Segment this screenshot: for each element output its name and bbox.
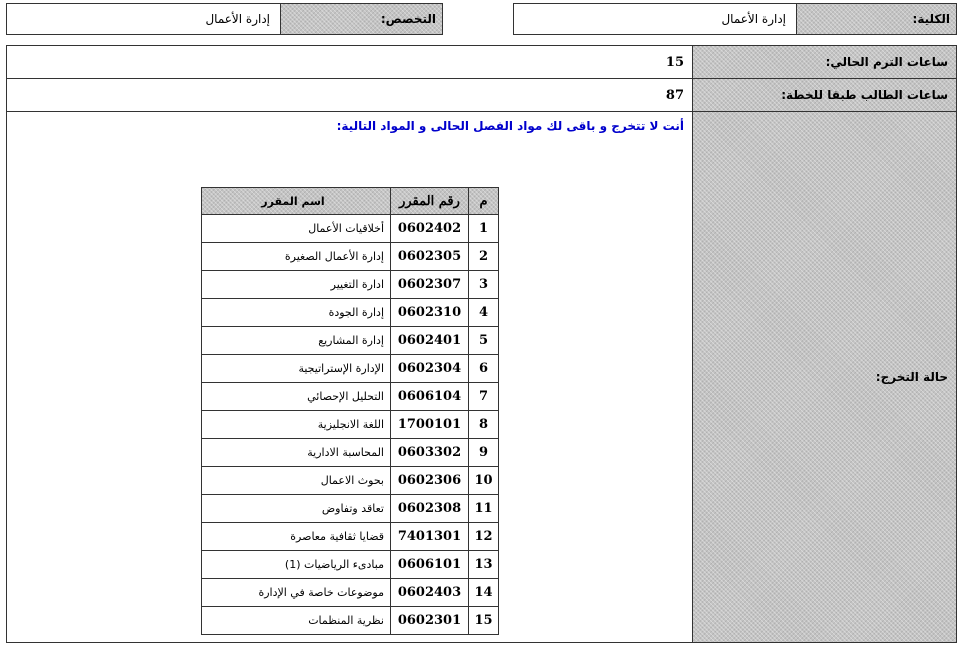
course-code: 0602308 <box>391 495 469 523</box>
table-row <box>202 495 499 523</box>
plan-hours-value: 87 <box>665 87 684 103</box>
table-row <box>202 411 499 439</box>
table-row <box>202 215 499 243</box>
course-name: التحليل الإحصائي <box>202 383 391 411</box>
course-number: 8 <box>469 411 499 439</box>
course-name: بحوث الاعمال <box>202 467 391 495</box>
course-name: تعاقد وتفاوض <box>202 495 391 523</box>
course-code: 0602401 <box>391 327 469 355</box>
col-header-code: رقم المقرر <box>391 188 469 215</box>
faculty-value: إدارة الأعمال <box>514 4 796 34</box>
major-label: التخصص: <box>280 4 442 34</box>
course-number: 9 <box>469 439 499 467</box>
course-number: 10 <box>469 467 499 495</box>
current-hours-value: 15 <box>665 54 684 70</box>
course-code: 0606104 <box>391 383 469 411</box>
course-number: 7 <box>469 383 499 411</box>
course-name: اللغة الانجليزية <box>202 411 391 439</box>
course-name: ادارة التغيير <box>202 271 391 299</box>
table-row <box>202 355 499 383</box>
table-row <box>202 579 499 607</box>
course-code: 0602304 <box>391 355 469 383</box>
col-header-name: اسم المقرر <box>202 188 391 215</box>
table-row <box>202 383 499 411</box>
course-number: 3 <box>469 271 499 299</box>
courses-header-row <box>202 188 499 215</box>
course-number: 13 <box>469 551 499 579</box>
course-number: 15 <box>469 607 499 635</box>
table-row <box>202 607 499 635</box>
table-row <box>202 467 499 495</box>
course-name: إدارة الأعمال الصغيرة <box>202 243 391 271</box>
current-hours-label: ساعات الترم الحالي: <box>692 46 956 78</box>
table-row <box>202 439 499 467</box>
table-row <box>202 243 499 271</box>
course-number: 11 <box>469 495 499 523</box>
course-code: 7401301 <box>391 523 469 551</box>
course-code: 1700101 <box>391 411 469 439</box>
course-code: 0602306 <box>391 467 469 495</box>
course-number: 1 <box>469 215 499 243</box>
course-name: نظرية المنظمات <box>202 607 391 635</box>
faculty-label: الكلية: <box>796 4 956 34</box>
table-row <box>202 299 499 327</box>
course-number: 4 <box>469 299 499 327</box>
course-code: 0602310 <box>391 299 469 327</box>
table-row <box>202 523 499 551</box>
major-value: إدارة الأعمال <box>7 4 280 34</box>
course-name: المحاسبة الادارية <box>202 439 391 467</box>
col-header-num: م <box>469 188 499 215</box>
course-code: 0602403 <box>391 579 469 607</box>
course-name: إدارة الجودة <box>202 299 391 327</box>
course-code: 0602402 <box>391 215 469 243</box>
graduation-status-label: حالة التخرج: <box>692 112 956 642</box>
course-number: 2 <box>469 243 499 271</box>
table-row <box>202 271 499 299</box>
plan-hours-row <box>7 79 956 112</box>
remaining-courses-table <box>201 187 499 635</box>
table-row <box>202 327 499 355</box>
major-field <box>6 3 443 35</box>
course-code: 0603302 <box>391 439 469 467</box>
course-number: 5 <box>469 327 499 355</box>
course-name: موضوعات خاصة في الإدارة <box>202 579 391 607</box>
course-name: مبادىء الرياضيات (1) <box>202 551 391 579</box>
course-code: 0602307 <box>391 271 469 299</box>
courses-body <box>202 215 499 635</box>
course-name: قضايا ثقافية معاصرة <box>202 523 391 551</box>
course-code: 0606101 <box>391 551 469 579</box>
course-name: الإدارة الإستراتيجية <box>202 355 391 383</box>
course-number: 14 <box>469 579 499 607</box>
course-number: 12 <box>469 523 499 551</box>
plan-hours-label: ساعات الطالب طبقا للخطة: <box>692 79 956 111</box>
graduation-summary-table <box>6 45 957 643</box>
current-hours-row <box>7 46 956 79</box>
faculty-field <box>513 3 957 35</box>
course-code: 0602301 <box>391 607 469 635</box>
graduation-message: أنت لا تتخرج و باقى لك مواد الفصل الحالى و المواد التالية: <box>336 119 684 133</box>
course-name: أخلاقيات الأعمال <box>202 215 391 243</box>
course-code: 0602305 <box>391 243 469 271</box>
course-number: 6 <box>469 355 499 383</box>
table-row <box>202 551 499 579</box>
course-name: إدارة المشاريع <box>202 327 391 355</box>
